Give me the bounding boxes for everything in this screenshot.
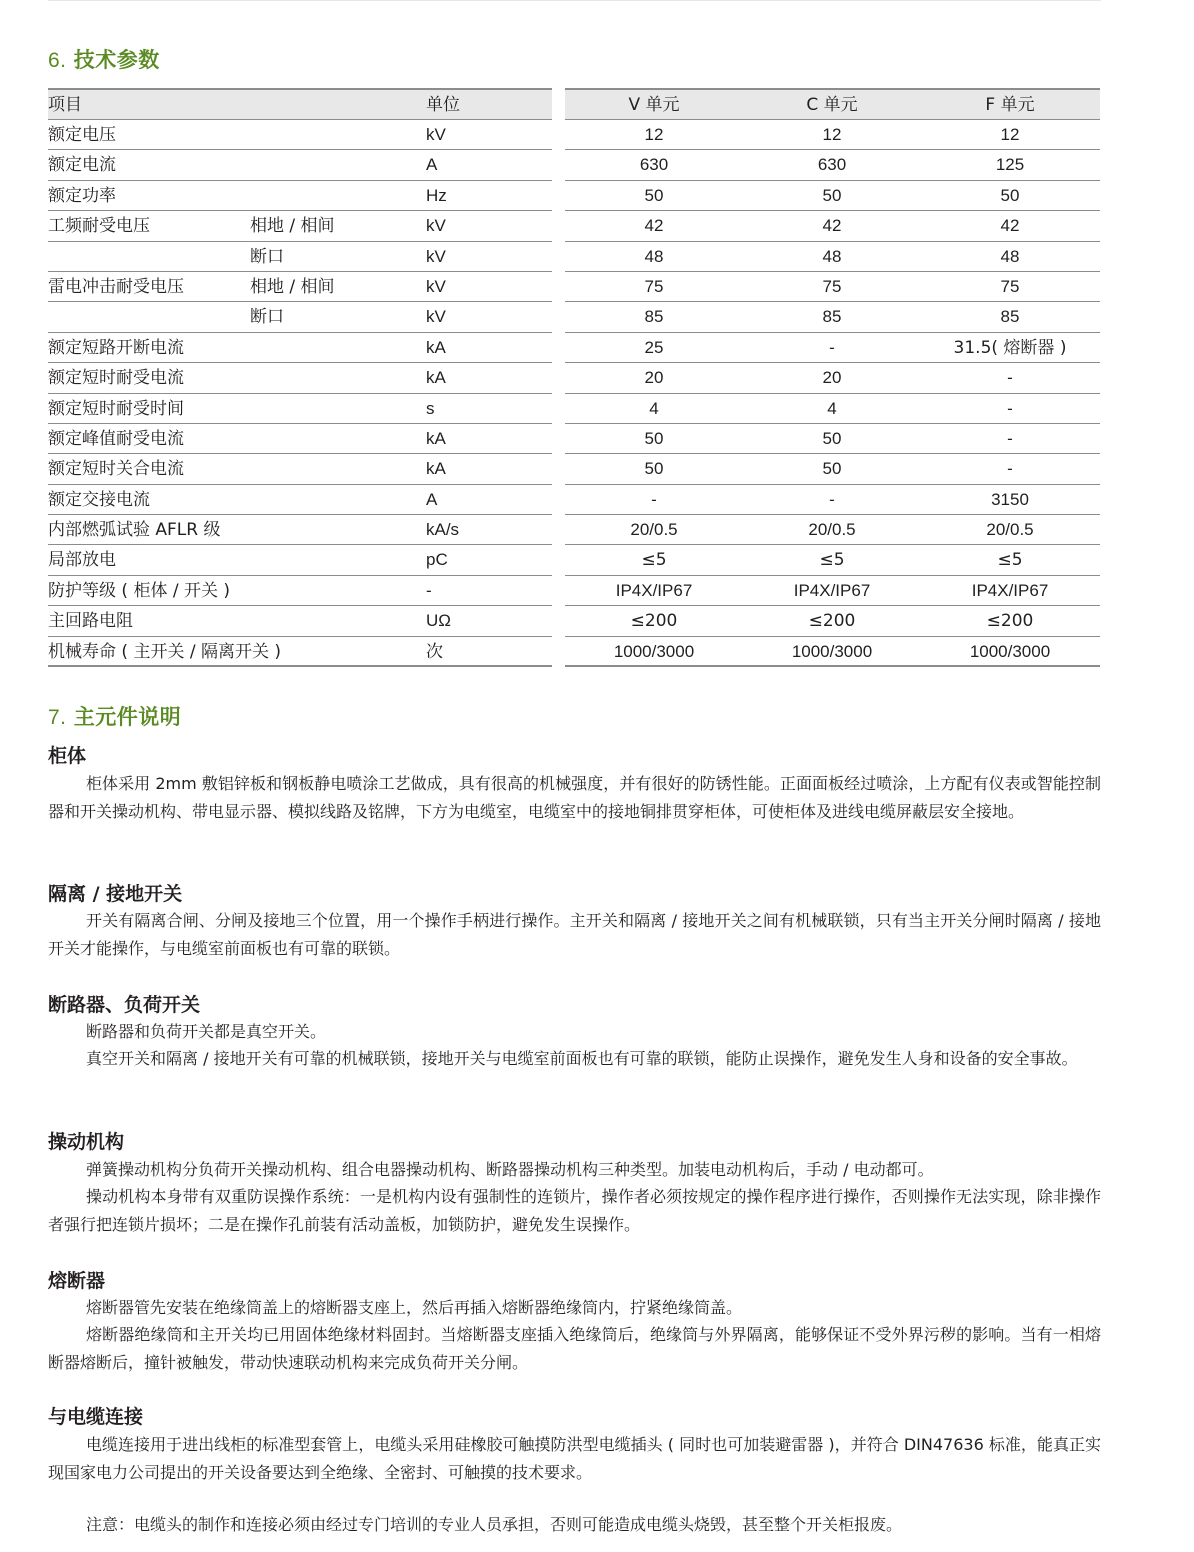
row-unit: - <box>426 580 432 600</box>
row-unit: Hz <box>426 185 447 205</box>
cell-v: 25 <box>644 337 664 357</box>
table-row <box>565 515 1100 545</box>
row-unit: kA <box>426 368 446 388</box>
cell-v: 48 <box>644 246 664 266</box>
paragraph-fuse-1: 熔断器管先安装在绝缘筒盖上的熔断器支座上，然后再插入熔断器绝缘筒内，拧紧绝缘筒盖。 <box>86 1298 743 1317</box>
table-row <box>48 181 552 211</box>
row-item: 机械寿命 ( 主开关 / 隔离开关 ) <box>48 641 282 662</box>
row-item: 额定电压 <box>48 125 116 145</box>
cell-v: 50 <box>644 459 664 479</box>
cell-f: 125 <box>995 155 1025 175</box>
cell-f: 12 <box>1000 125 1020 144</box>
row-item: 防护等级 ( 柜体 / 开关 ) <box>48 580 231 601</box>
table-row <box>565 424 1100 454</box>
paragraph-cable-connection: 电缆连接用于进出线柜的标准型套管上，电缆头采用硅橡胶可触摸防洪型电缆插头 ( 同时也可加装避雷器 )，并符合 DIN47636 标准，能真正实现国家电力公司提出的开关设备要达到全绝缘、全密封、可触摸的技术要求。 <box>48 1435 1101 1482</box>
cell-c: 20/0.5 <box>808 520 856 540</box>
row-sub: 相地 / 相间 <box>250 216 335 237</box>
cell-f: - <box>1007 428 1013 448</box>
cell-f: 48 <box>1000 246 1020 266</box>
cell-c: 42 <box>822 216 842 236</box>
cell-v: 4 <box>649 398 659 418</box>
row-unit: kV <box>426 125 446 144</box>
row-unit: kV <box>426 216 446 236</box>
table-row <box>48 454 552 484</box>
table-row <box>565 211 1100 241</box>
cell-c: 20 <box>822 368 842 388</box>
section-7-number: 7. <box>48 706 67 729</box>
row-item: 额定短时耐受电流 <box>48 368 184 389</box>
table-row <box>48 576 552 606</box>
cell-v: 42 <box>644 216 664 236</box>
table-header-row <box>48 88 552 120</box>
cell-v: ≤5 <box>641 550 667 571</box>
table-row <box>48 150 552 180</box>
cell-f: IP4X/IP67 <box>971 580 1049 600</box>
cell-f: 42 <box>1000 216 1020 236</box>
row-unit: s <box>426 398 435 418</box>
table-row <box>48 515 552 545</box>
cell-f: - <box>1007 368 1013 388</box>
cell-c: 85 <box>822 307 842 327</box>
cell-c: 50 <box>822 428 842 448</box>
table-row <box>48 211 552 241</box>
cell-v: 50 <box>644 428 664 448</box>
row-item: 额定交接电流 <box>48 489 150 510</box>
table-row <box>565 363 1100 393</box>
row-sub: 断口 <box>250 246 284 267</box>
row-unit: kV <box>426 246 446 266</box>
cell-f: ≤5 <box>997 550 1023 571</box>
cell-c: 48 <box>822 246 842 266</box>
table-row <box>565 120 1100 150</box>
row-item: 主回路电阻 <box>48 611 133 632</box>
row-item: 工频耐受电压 <box>48 216 150 237</box>
table-row <box>565 485 1100 515</box>
cell-v: 1000/3000 <box>613 641 695 661</box>
cell-c: - <box>829 489 835 509</box>
section-6-text: 技术参数 <box>73 48 160 72</box>
cell-c: - <box>829 337 835 357</box>
row-unit: kA <box>426 428 446 448</box>
table-row <box>48 637 552 667</box>
cell-v: 20 <box>644 368 664 388</box>
cell-v: 12 <box>644 125 664 144</box>
paragraph-fuse-2: 熔断器绝缘筒和主开关均已用固体绝缘材料固封。当熔断器支座插入绝缘筒后，绝缘筒与外界隔离，能够保证不受外界污秽的影响。当有一相熔断器熔断后，撞针被触发，带动快速联动机构来完成负荷开关分闸。 <box>48 1325 1101 1372</box>
section-7-title <box>48 701 181 731</box>
row-unit: A <box>426 489 438 509</box>
cell-c: ≤200 <box>808 611 856 632</box>
heading-operating-mechanism: 操动机构 <box>48 1131 125 1153</box>
cell-c: ≤5 <box>819 550 845 571</box>
row-item: 额定峰值耐受电流 <box>48 428 184 449</box>
row-item: 局部放电 <box>48 550 116 571</box>
header-c-unit: C 单元 <box>806 95 858 115</box>
table-row <box>48 333 552 363</box>
table-row <box>565 302 1100 332</box>
cell-c: 12 <box>822 125 842 144</box>
table-row <box>565 545 1100 575</box>
row-unit: kV <box>426 276 446 296</box>
cell-c: 50 <box>822 459 842 479</box>
table-row <box>565 394 1100 424</box>
heading-isolation-earthing-switch: 隔离 / 接地开关 <box>48 883 183 905</box>
table-row <box>48 302 552 332</box>
cell-c: 75 <box>822 276 842 296</box>
heading-cable-connection: 与电缆连接 <box>48 1406 144 1428</box>
section-6-title <box>48 44 160 74</box>
row-unit: A <box>426 155 438 175</box>
row-item: 额定功率 <box>48 185 116 206</box>
table-row <box>48 272 552 302</box>
cell-f: - <box>1007 398 1013 418</box>
cell-v: - <box>651 489 657 509</box>
cell-f: 75 <box>1000 276 1020 296</box>
row-sub: 相地 / 相间 <box>250 276 335 297</box>
table-header-row <box>565 88 1100 120</box>
top-divider <box>48 0 1101 1</box>
header-f-unit: F 单元 <box>985 95 1035 115</box>
table-row <box>48 394 552 424</box>
row-unit: kA <box>426 459 446 479</box>
cell-f: 50 <box>1000 185 1020 205</box>
cell-f: 31.5( 熔断器 ) <box>953 337 1067 358</box>
cell-v: 85 <box>644 307 664 327</box>
header-item: 项目 <box>48 95 82 115</box>
cell-c: IP4X/IP67 <box>793 580 871 600</box>
paragraph-isolation-earthing-switch: 开关有隔离合闸、分闸及接地三个位置，用一个操作手柄进行操作。主开关和隔离 / 接地开关之间有机械联锁，只有当主开关分闸时隔离 / 接地开关才能操作，与电缆室前面板也有可靠的联锁。 <box>48 911 1101 958</box>
header-v-unit: V 单元 <box>628 95 680 115</box>
row-item: 额定短路开断电流 <box>48 337 184 358</box>
row-sub: 断口 <box>250 307 284 328</box>
table-row <box>565 576 1100 606</box>
cell-v: ≤200 <box>630 611 678 632</box>
row-unit: pC <box>426 550 448 570</box>
table-row <box>48 545 552 575</box>
row-unit: kA/s <box>426 520 460 540</box>
cell-f: ≤200 <box>986 611 1034 632</box>
table-row <box>565 637 1100 667</box>
section-7-text: 主元件说明 <box>73 705 182 729</box>
table-row <box>48 424 552 454</box>
row-item: 额定短时关合电流 <box>48 459 184 480</box>
note-text: 注意：电缆头的制作和连接必须由经过专门培训的专业人员承担，否则可能造成电缆头烧毁，甚至整个开关柜报废。 <box>86 1515 903 1534</box>
cell-c: 1000/3000 <box>791 641 873 661</box>
table-row <box>48 485 552 515</box>
paragraph-breaker-2: 真空开关和隔离 / 接地开关有可靠的机械联锁，接地开关与电缆室前面板也有可靠的联锁，能防止误操作，避免发生人身和设备的安全事故。 <box>86 1049 1078 1068</box>
cell-c: 50 <box>822 185 842 205</box>
row-unit: 次 <box>426 641 443 662</box>
table-row <box>565 181 1100 211</box>
cell-f: - <box>1007 459 1013 479</box>
table-row <box>565 333 1100 363</box>
table-row <box>48 120 552 150</box>
heading-breaker-load-switch: 断路器、负荷开关 <box>48 994 201 1016</box>
spec-table-right <box>565 88 1100 668</box>
cell-c: 4 <box>827 398 837 418</box>
paragraph-mechanism-2: 操动机构本身带有双重防误操作系统：一是机构内设有强制性的连锁片，操作者必须按规定的操作程序进行操作，否则操作无法实现，除非操作者强行把连锁片损坏；二是在操作孔前装有活动盖板，加锁防护，避免发生误操作。 <box>48 1187 1101 1234</box>
row-item: 雷电冲击耐受电压 <box>48 276 184 297</box>
table-row <box>565 150 1100 180</box>
cell-f: 1000/3000 <box>969 641 1051 661</box>
paragraph-mechanism-1: 弹簧操动机构分负荷开关操动机构、组合电器操动机构、断路器操动机构三种类型。加装电动机构后，手动 / 电动都可。 <box>86 1160 934 1179</box>
cell-v: 50 <box>644 185 664 205</box>
cell-c: 630 <box>817 155 847 175</box>
header-unit: 单位 <box>426 95 460 115</box>
heading-fuse: 熔断器 <box>48 1270 106 1292</box>
cell-f: 85 <box>1000 307 1020 327</box>
spec-table-left <box>48 88 552 668</box>
cell-v: 75 <box>644 276 664 296</box>
table-row <box>565 272 1100 302</box>
row-unit: kA <box>426 337 446 357</box>
paragraph-breaker-1: 断路器和负荷开关都是真空开关。 <box>86 1022 327 1041</box>
cell-f: 20/0.5 <box>986 520 1034 540</box>
cell-f: 3150 <box>991 489 1029 509</box>
row-item: 额定电流 <box>48 155 116 176</box>
paragraph-cabinet: 柜体采用 2mm 敷铝锌板和钢板静电喷涂工艺做成，具有很高的机械强度，并有很好的防锈性能。正面面板经过喷涂，上方配有仪表或智能控制器和开关操动机构、带电显示器、模拟线路及铭牌，下方为电缆室，电缆室中的接地铜排贯穿柜体，可使柜体及进线电缆屏蔽层安全接地。 <box>48 774 1101 821</box>
row-unit: UΩ <box>426 611 451 631</box>
cell-v: IP4X/IP67 <box>615 580 693 600</box>
row-item: 额定短时耐受时间 <box>48 398 184 419</box>
table-row <box>48 242 552 272</box>
cell-v: 20/0.5 <box>630 520 678 540</box>
table-row <box>565 606 1100 636</box>
heading-cabinet: 柜体 <box>48 745 87 767</box>
row-unit: kV <box>426 307 446 327</box>
cell-v: 630 <box>639 155 669 175</box>
table-row <box>48 606 552 636</box>
table-row <box>565 454 1100 484</box>
row-item: 内部燃弧试验 AFLR 级 <box>48 520 221 541</box>
section-6-number: 6. <box>48 49 67 72</box>
table-row <box>48 363 552 393</box>
table-row <box>565 242 1100 272</box>
